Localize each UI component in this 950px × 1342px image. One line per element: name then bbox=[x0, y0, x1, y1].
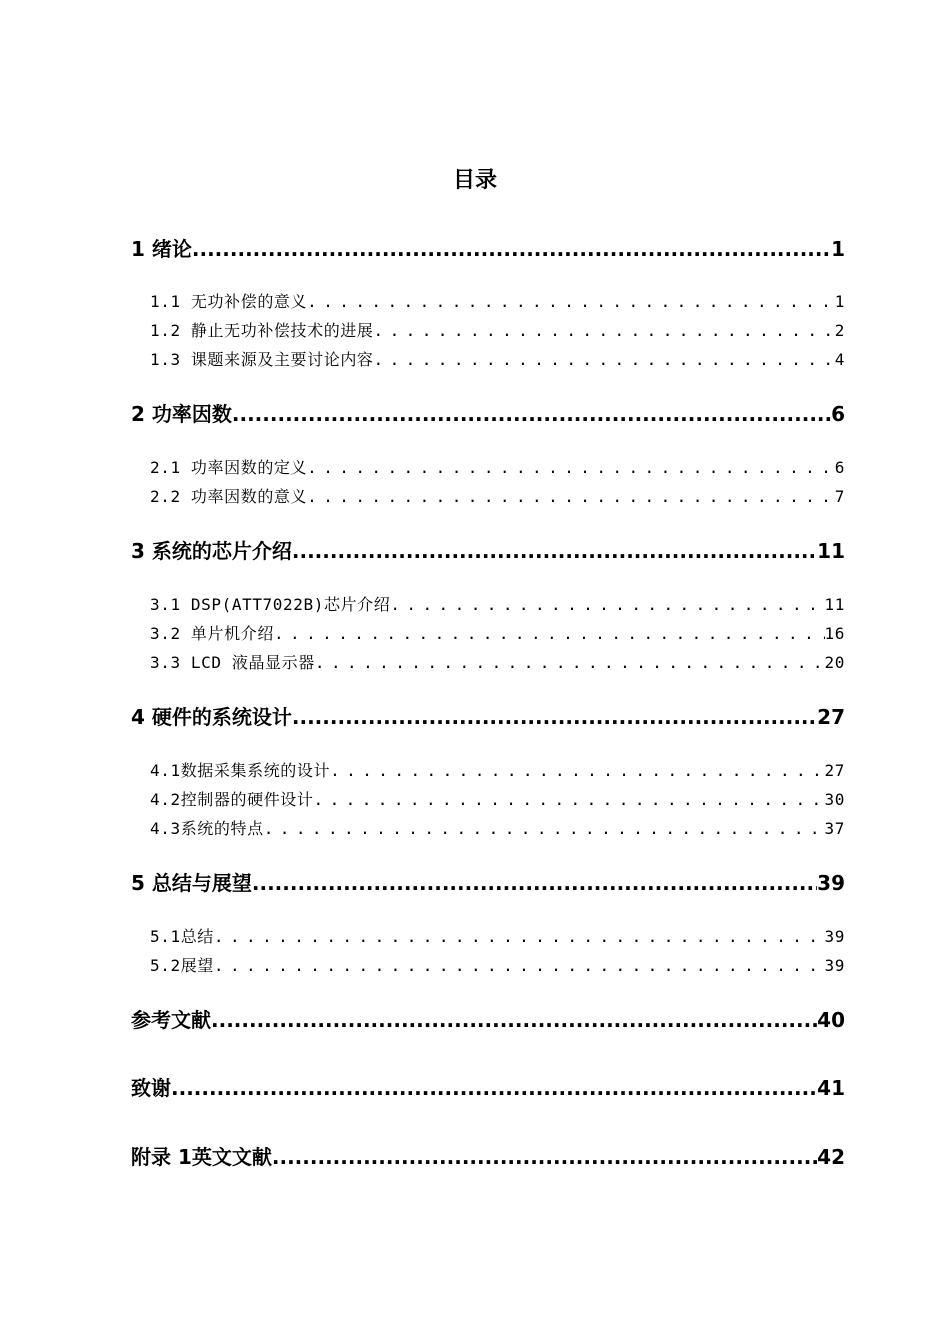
toc-entry-label: 附录 1英文文献 bbox=[131, 1145, 272, 1169]
toc-chapter-5[interactable] bbox=[0, 869, 950, 897]
toc-entry-label: 4.2控制器的硬件设计 bbox=[150, 790, 314, 809]
dot-leader bbox=[374, 319, 835, 343]
toc-page-number: 2 bbox=[834, 321, 845, 340]
toc-entry-label: 5.1总结 bbox=[150, 927, 214, 946]
toc-entry-label: 4.3系统的特点 bbox=[150, 819, 264, 838]
dot-leader bbox=[252, 869, 817, 897]
toc-entry-label: 3.1 DSP(ATT7022B)芯片介绍 bbox=[150, 595, 391, 614]
toc-entry-label: 3 系统的芯片介绍 bbox=[131, 539, 292, 563]
toc-entry-label: 致谢 bbox=[131, 1076, 171, 1100]
toc-entry-label: 2.1 功率因数的定义 bbox=[150, 458, 308, 477]
toc-entry-label: 参考文献 bbox=[131, 1008, 211, 1032]
toc-section-2-1[interactable] bbox=[0, 456, 950, 484]
dot-leader bbox=[272, 1143, 817, 1171]
toc-entry-label: 3.3 LCD 液晶显示器 bbox=[150, 653, 315, 672]
toc-section-4-1[interactable] bbox=[0, 759, 950, 787]
toc-page-number: 11 bbox=[824, 595, 845, 614]
dot-leader bbox=[315, 651, 825, 675]
dot-leader bbox=[292, 703, 817, 731]
toc-entry-label: 5.2展望 bbox=[150, 956, 214, 975]
toc-page-number: 6 bbox=[834, 458, 845, 477]
dot-leader bbox=[171, 1074, 817, 1102]
toc-section-1-3[interactable] bbox=[0, 348, 950, 376]
toc-section-5-2[interactable] bbox=[0, 954, 950, 982]
dot-leader bbox=[374, 348, 835, 372]
toc-section-3-1[interactable] bbox=[0, 593, 950, 621]
toc-chapter-2[interactable] bbox=[0, 400, 950, 428]
toc-section-1-1[interactable] bbox=[0, 290, 950, 318]
toc-references[interactable] bbox=[0, 1006, 950, 1034]
toc-entry-label: 4 硬件的系统设计 bbox=[131, 705, 292, 729]
toc-chapter-4[interactable] bbox=[0, 703, 950, 731]
toc-page-number: 40 bbox=[817, 1008, 845, 1032]
toc-chapter-3[interactable] bbox=[0, 537, 950, 565]
toc-page-number: 1 bbox=[831, 237, 845, 261]
dot-leader bbox=[274, 622, 825, 646]
dot-leader bbox=[211, 1006, 817, 1034]
toc-entry-label: 5 总结与展望 bbox=[131, 871, 252, 895]
toc-page-number: 39 bbox=[817, 871, 845, 895]
toc-page-number: 11 bbox=[817, 539, 845, 563]
toc-section-3-2[interactable] bbox=[0, 622, 950, 650]
toc-entry-label: 1.3 课题来源及主要讨论内容 bbox=[150, 350, 374, 369]
toc-section-5-1[interactable] bbox=[0, 925, 950, 953]
toc-page-number: 27 bbox=[824, 761, 845, 780]
toc-section-3-3[interactable] bbox=[0, 651, 950, 679]
toc-entry-label: 2 功率因数 bbox=[131, 402, 232, 426]
toc-entry-label: 2.2 功率因数的意义 bbox=[150, 487, 308, 506]
page-title: 目录 bbox=[452, 168, 497, 193]
dot-leader bbox=[214, 954, 825, 978]
toc-entry-label: 1.1 无功补偿的意义 bbox=[150, 292, 308, 311]
toc-page-number: 6 bbox=[831, 402, 845, 426]
dot-leader bbox=[314, 788, 825, 812]
toc-entry-label: 1.2 静止无功补偿技术的进展 bbox=[150, 321, 374, 340]
dot-leader bbox=[390, 593, 824, 617]
toc-section-4-3[interactable] bbox=[0, 817, 950, 845]
toc-section-2-2[interactable] bbox=[0, 485, 950, 513]
dot-leader bbox=[307, 485, 835, 509]
toc-chapter-1[interactable] bbox=[0, 235, 950, 263]
toc-appendix-1[interactable] bbox=[0, 1143, 950, 1171]
dot-leader bbox=[192, 235, 831, 263]
toc-section-4-2[interactable] bbox=[0, 788, 950, 816]
dot-leader bbox=[307, 456, 835, 480]
toc-section-1-2[interactable] bbox=[0, 319, 950, 347]
toc-page-number: 37 bbox=[824, 819, 845, 838]
toc-page-number: 7 bbox=[834, 487, 845, 506]
toc-page-number: 41 bbox=[817, 1076, 845, 1100]
toc-page-number: 39 bbox=[824, 927, 845, 946]
dot-leader bbox=[232, 400, 831, 428]
toc-page-number: 4 bbox=[834, 350, 845, 369]
toc-entry-label: 4.1数据采集系统的设计 bbox=[150, 761, 331, 780]
dot-leader bbox=[214, 925, 825, 949]
toc-page-number: 27 bbox=[817, 705, 845, 729]
toc-page-number: 1 bbox=[834, 292, 845, 311]
dot-leader bbox=[292, 537, 817, 565]
toc-page-number: 30 bbox=[824, 790, 845, 809]
toc-page-number: 20 bbox=[824, 653, 845, 672]
dot-leader bbox=[264, 817, 825, 841]
toc-page-number: 16 bbox=[824, 624, 845, 643]
toc-entry-label: 1 绪论 bbox=[131, 237, 192, 261]
dot-leader bbox=[307, 290, 835, 314]
toc-entry-label: 3.2 单片机介绍 bbox=[150, 624, 274, 643]
toc-page-number: 39 bbox=[824, 956, 845, 975]
dot-leader bbox=[330, 759, 824, 783]
toc-page-number: 42 bbox=[817, 1145, 845, 1169]
toc-acknowledgements[interactable] bbox=[0, 1074, 950, 1102]
